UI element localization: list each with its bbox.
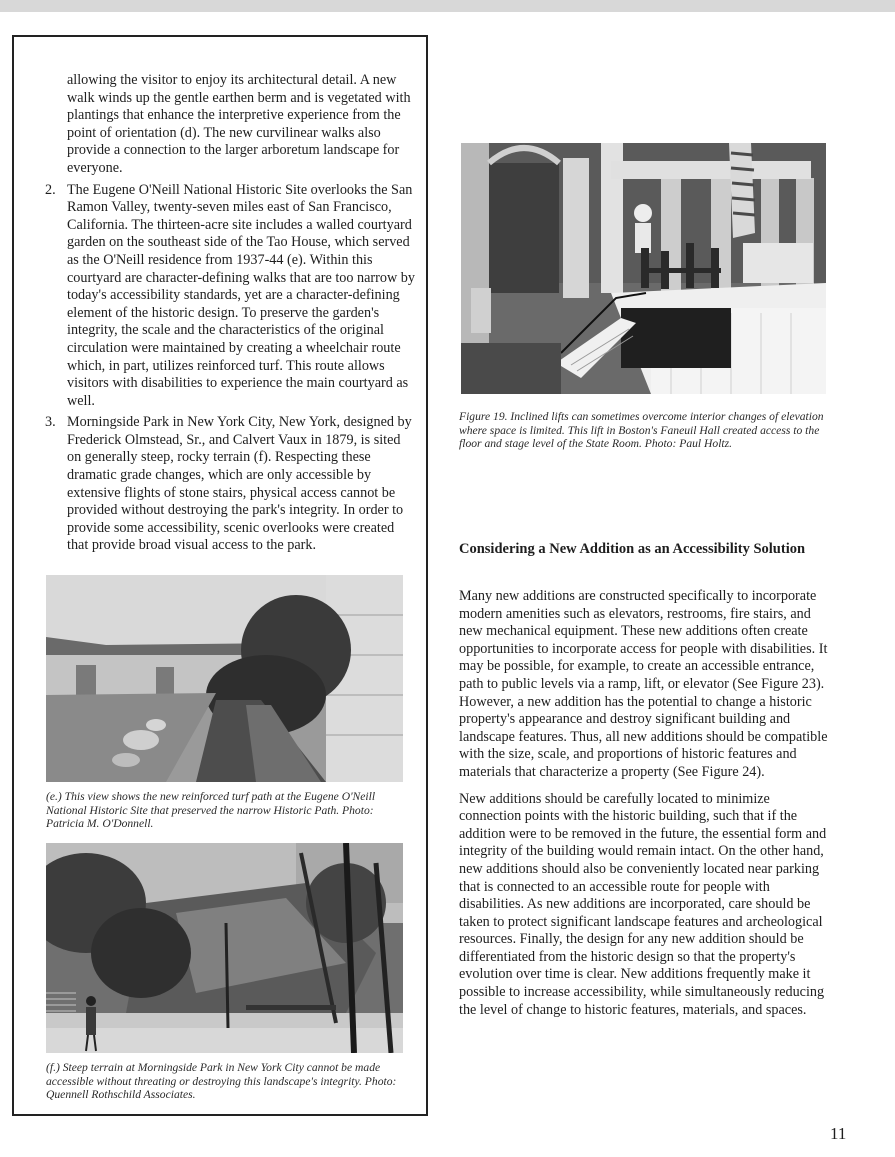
frame-border-top: [12, 35, 428, 37]
list-number: 3.: [45, 414, 56, 431]
frame-border-right: [426, 35, 428, 1116]
continued-paragraph: allowing the visitor to enjoy its architectural detail. A new walk winds up the gentle earthen berm and is vegetated with plantings that enhance the interpretive experience from the point of orientation (d). The new curvilinear walks also provide a connection to the larger arboretum landscape for everyone.: [67, 72, 411, 176]
photo-e-caption: (e.) This view shows the new reinforced turf path at the Eugene O'Neill National Historic Site that preserved the narrow Historic Path. Photo: Patricia M. O'Donnell.: [46, 790, 376, 831]
figure19-photo: [461, 143, 826, 394]
figure19-caption: Figure 19. Inclined lifts can sometimes overcome interior changes of elevation where space is limited. This lift in Boston's Faneuil Hall created access to the floor and stage level of the State Room. Photo: Paul Holtz.: [459, 410, 824, 451]
left-column-text: [45, 72, 415, 555]
list-number: 2.: [45, 181, 56, 198]
list-item: [45, 414, 415, 555]
frame-border-bottom: [12, 1114, 428, 1116]
scan-top-band: [0, 0, 895, 12]
photo-e: [46, 575, 403, 782]
page-number: 11: [830, 1124, 847, 1143]
section-heading: Considering a New Addition as an Accessibility Solution: [459, 541, 806, 557]
list-text: The Eugene O'Neill National Historic Site overlooks the San Ramon Valley, twenty-seven miles east of San Francisco, California. The thirteen-acre site includes a walled courtyard garden on the southeast side of the Tao House, which served as the O'Neill residence from 1937-44 (e). Within this courtyard are character-defining walks that are too narrow by today's accessibility standards, yet are a character-defining element of the historic design. To preserve the garden's integrity, the scale and the characteristics of the original circulation were maintained by creating a wheelchair route which, in part, utilizes reinforced turf. This route allows visitors with disabilities to experience the main courtyard as well.: [67, 181, 415, 409]
body-paragraph: New additions should be carefully located to minimize connection points with the historic building, such that if the addition were to be removed in the future, the essential form and integrity of the building would remain intact. On the other hand, new additions should also be conveniently located near parking that is connected to an accessible route for people with disabilities. As new additions are incorporated, care should be taken to protect significant landscape features and archeological resources. Finally, the design for any new addition should be differentiated from the historic design so that the property's evolution over time is clear. New additions frequently make it possible to increase accessibility, while simultaneously reducing the level of change to historic features, materials, and spaces.: [459, 790, 827, 1018]
right-column-text: [459, 588, 829, 1028]
body-paragraph: Many new additions are constructed specifically to incorporate modern amenities such as elevators, restrooms, fire stairs, and new mechanical equipment. These new additions often create opportunities to incorporate access for people with disabilities. It may be possible, for example, to create an accessible entrance, path to public levels via a ramp, lift, or elevator (See Figure 23). However, a new addition has the potential to change a historic property's appearance and destroy significant building and landscape features. Thus, all new additions should be compatible with the size, scale, and proportions of historic features and materials that characterize a property (See Figure 24).: [459, 588, 828, 780]
list-item: [45, 182, 415, 411]
photo-f: [46, 843, 403, 1053]
frame-border-left: [12, 35, 14, 1116]
photo-f-caption: (f.) Steep terrain at Morningside Park in New York City cannot be made accessible without threating or destroying this landscape's integrity. Photo: Quennell Rothschild Associates.: [46, 1061, 397, 1102]
list-text: Morningside Park in New York City, New York, designed by Frederick Olmstead, Sr., and Calvert Vaux in 1879, is sited on generally steep, rocky terrain (f). Respecting these dramatic grade changes, which are only accessible by extensive flights of stone stairs, physical access cannot be provided without destroying the park's integrity. In order to provide some accessibility, scenic overlooks were created that provide broad visual access to the park.: [67, 414, 412, 554]
